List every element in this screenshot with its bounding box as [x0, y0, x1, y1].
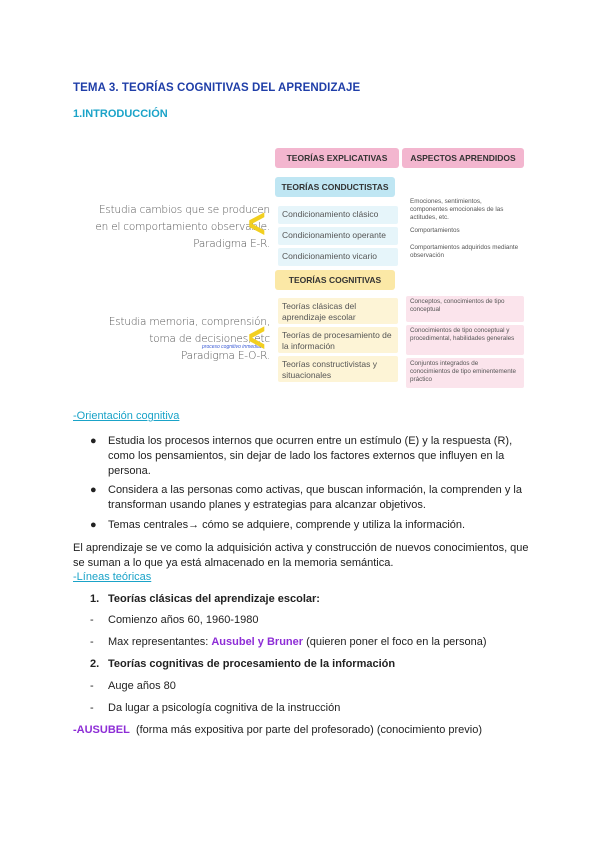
- heading-lineas-teoricas: -Líneas teóricas: [73, 571, 152, 583]
- conductistas-items: [278, 206, 398, 269]
- handwritten-annotation: proceso cognitivo inmediato: [202, 344, 264, 350]
- theories-diagram: [70, 140, 540, 400]
- bullet-icon: ●: [90, 519, 97, 531]
- ausubel-line: [73, 724, 482, 736]
- note-line: Estudia memoria, comprensión,: [108, 316, 270, 328]
- dash-marker: -: [90, 614, 94, 626]
- item-text: Teorías cognitivas de procesamiento de la información: [108, 658, 396, 670]
- bullet-text: Temas centrales→ cómo se adquiere, comprende y utiliza la información.: [108, 519, 466, 531]
- bullet-item: [90, 434, 535, 479]
- bullet-text: Considera a las personas como activas, que buscan información, la comprenden y la transforman usando planes y estrategias para alcanzar objetivos.: [108, 484, 522, 511]
- item-text: Teorías clásicas del aprendizaje escolar:: [108, 593, 320, 605]
- item-text: Da lugar a psicología cognitiva de la instrucción: [108, 702, 341, 714]
- dash-marker: -: [90, 636, 94, 648]
- list-item: Teorías constructivistas y situacionales: [278, 356, 398, 382]
- list-item: Comportamientos adquiridos mediante observación: [410, 244, 519, 259]
- header-aspectos-aprendidos: ASPECTOS APRENDIDOS: [402, 148, 524, 168]
- heading-orientacion-cognitiva: -Orientación cognitiva: [73, 410, 180, 422]
- list-item: Conceptos, conocimientos de tipo conceptual: [406, 296, 524, 322]
- bullet-item: [90, 518, 535, 533]
- note-line: Estudia cambios que se producen: [98, 204, 270, 216]
- text-fragment: Max representantes:: [108, 636, 212, 648]
- list-item: Condicionamiento operante: [278, 227, 398, 245]
- paragraph-aprendizaje: El aprendizaje se ve como la adquisición activa y construcción de nuevos conocimientos, que se suman a lo que ya está almacenado en la memoria semántica.: [73, 542, 529, 569]
- list-item: Comportamientos: [410, 227, 460, 234]
- header-teorias-explicativas: TEORÍAS EXPLICATIVAS: [275, 148, 399, 168]
- list-item: Teorías clásicas del aprendizaje escolar: [278, 298, 398, 324]
- document-title: TEMA 3. TEORÍAS COGNITIVAS DEL APRENDIZAJE: [73, 82, 361, 94]
- chevron-left-icon: <: [248, 315, 266, 362]
- note-conductistas: [70, 202, 270, 253]
- list-item: Emociones, sentimientos, componentes emocionales de las actitudes, etc.: [410, 198, 504, 221]
- bullet-icon: ●: [90, 484, 97, 496]
- conductistas-aspects: [406, 196, 524, 263]
- note-cognitivas: [70, 314, 270, 365]
- bullet-item: [90, 483, 535, 513]
- note-line: Paradigma E-O-R.: [180, 350, 270, 362]
- highlight-names: Ausubel y Bruner: [211, 636, 304, 648]
- section-title-introduccion: 1.INTRODUCCIÓN: [73, 108, 168, 120]
- bullet-icon: ●: [90, 435, 97, 447]
- title-teorias-cognitivas: TEORÍAS COGNITIVAS: [275, 270, 395, 290]
- list-item: Condicionamiento vicario: [278, 248, 398, 266]
- ausubel-text: (forma más expositiva por parte del profesorado) (conocimiento previo): [129, 724, 482, 736]
- note-line: Paradigma E-R.: [193, 238, 270, 250]
- list-item: Conjuntos integrados de conocimientos de tipo eminentemente práctico: [406, 358, 524, 388]
- bullet-text: Estudia los procesos internos que ocurren entre un estímulo (E) y la respuesta (R), como los pensamientos, sin dejar de lado los factores externos que influyen en la persona.: [108, 435, 513, 477]
- item-number: 1.: [90, 593, 100, 605]
- cognitivas-items: [278, 298, 398, 385]
- list-item: Conocimientos de tipo conceptual y procedimental, habilidades generales: [406, 325, 524, 355]
- cognitivas-aspects: [406, 296, 524, 391]
- note-line: en el comportamiento observable.: [95, 221, 270, 233]
- item-text: Comienzo años 60, 1960-1980: [108, 614, 259, 626]
- list-item: Teorías de procesamiento de la información: [278, 327, 398, 353]
- note-line: toma de decisiones, etc: [149, 333, 270, 345]
- dash-marker: -: [90, 702, 94, 714]
- ausubel-label: -AUSUBEL: [73, 724, 130, 736]
- list-item: Condicionamiento clásico: [278, 206, 398, 224]
- text-fragment: (quieren poner el foco en la persona): [303, 636, 487, 648]
- item-text: Auge años 80: [108, 680, 176, 692]
- chevron-left-icon: <: [248, 201, 266, 248]
- dash-marker: -: [90, 680, 94, 692]
- title-teorias-conductistas: TEORÍAS CONDUCTISTAS: [275, 177, 395, 197]
- item-text: [108, 636, 486, 648]
- item-number: 2.: [90, 658, 100, 670]
